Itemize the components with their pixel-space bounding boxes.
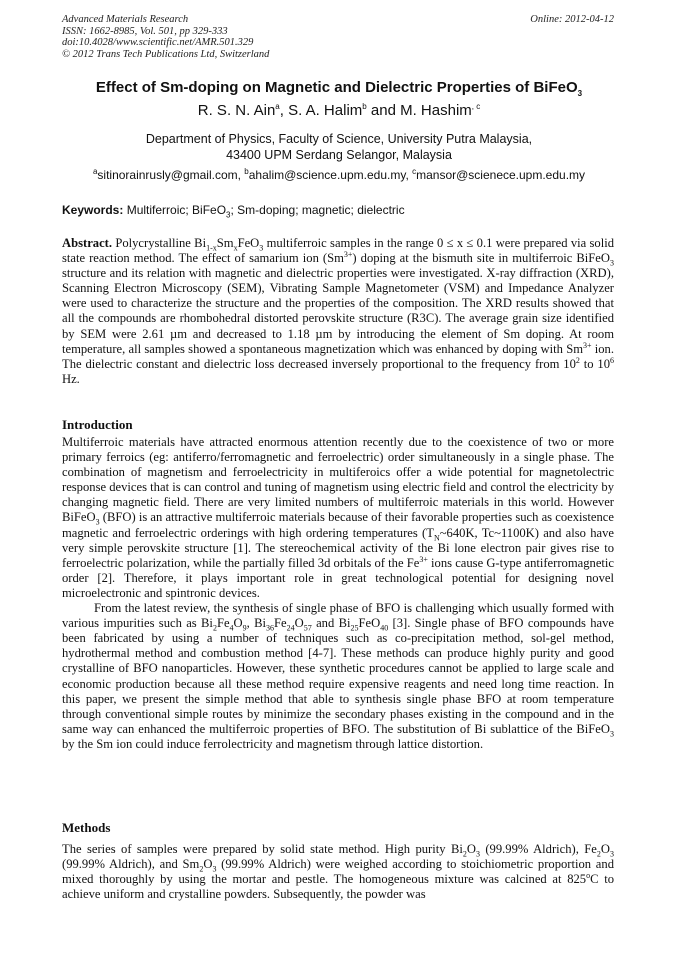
author-2-sup: b	[362, 102, 367, 111]
issn: ISSN: 1662-8985, Vol. 501, pp 329-333	[62, 25, 228, 37]
author-3: and M. Hashim	[366, 102, 472, 119]
methods-sub: 3	[475, 849, 480, 859]
emails	[0, 168, 678, 182]
intro-text: O	[233, 616, 243, 631]
abstract-text: to 10	[579, 356, 611, 371]
abstract-sup: 6	[610, 355, 615, 365]
intro-sub: 9	[242, 623, 247, 633]
intro-paragraph-2	[62, 601, 614, 752]
keywords-text-2: ; Sm-doping; magnetic; dielectric	[230, 203, 405, 217]
abstract-sup: 3+	[583, 340, 592, 350]
methods-sub: 2	[596, 849, 601, 859]
intro-text: [3]. Single phase of BFO compounds have been fabricated by using a number of techniques such as co-precipitation method, sol-gel method, hydrothermal method and combustion method [4-7]. These methods can produce highly purity and good crystalline of BFO nanoparticles. However, these synthetic procedures cannot be applied to large scale and economic production because all these method require expensive reagents and need long time reaction. In this paper, we present the simple method that able to synthesis single phase BFO at room temperature through conventional simple routes by minimize the secondary phases existing in the compound and in the same way can enhanced the multiferroic properties of BFO. The substitution of Bi sublattice of the BiFeO	[62, 616, 615, 736]
methods-text: O	[466, 842, 476, 856]
intro-text: by the Sm ion could induce ferrolectricity and magnetism through lattice distortion.	[62, 736, 484, 751]
email-b: ahalim@science.upm.edu.my,	[248, 168, 413, 182]
intro-sub: 40	[380, 623, 389, 633]
paper-title	[0, 79, 678, 96]
intro-text: FeO	[358, 616, 381, 631]
affiliation-line-2: 43400 UPM Serdang Selangor, Malaysia	[226, 148, 452, 162]
methods-sup: o	[586, 871, 591, 880]
intro-text: ions cause G-type antiferromagnetic order [2]. Therefore, it plays important role in great technological potential for designing novel microelectronic and spintronic devices.	[62, 555, 614, 600]
abstract-text: structure and its relation with magnetic and dielectric properties were investigated. X-ray diffraction (XRD), Scanning Electron Microscopy (SEM), Vibrating Sample Magnetometer (VSM) and Impedance Analyzer were used to characterize the structure and the properties of the composition. The XRD results showed that all the compounds are rhombohedral distorted perovskite structure (R3C). The average grain size identified by SEM were 2.61 µm and decreased to 1.18 µm by introducing the element of Sm doping. At room temperature, all samples showed a spontaneous magnetization which was enhanced by doping with Sm	[62, 266, 614, 356]
online-date: Online: 2012-04-12	[530, 14, 614, 25]
intro-text: Fe	[274, 616, 287, 631]
abstract-text: Sm	[216, 236, 234, 250]
intro-text: (BFO) is an attractive multiferroic materials because of their favorable properties such as coexistence magnetic and ferroelectric orderings with high ordering temperatures (T	[62, 510, 614, 540]
author-3-sup: , c	[471, 102, 481, 111]
abstract-text: ion. The dielectric constant and dielectric loss decreased inversely proportional to the frequency from 10	[62, 341, 615, 371]
title-text: Effect of Sm-doping on Magnetic and Dielectric Properties of BiFeO	[95, 79, 578, 96]
methods-text: C to achieve uniform and crystalline powders. Subsequently, the powder was	[62, 872, 614, 902]
abstract	[62, 236, 614, 387]
methods-sub: 2	[462, 849, 467, 859]
copyright: © 2012 Trans Tech Publications Ltd, Switzerland	[62, 48, 270, 60]
abstract-sup: 3+	[343, 249, 353, 259]
methods-text: (99.99% Aldrich), Fe	[479, 842, 597, 856]
abstract-text: Polycrystalline Bi	[112, 236, 207, 250]
intro-text: , Bi	[246, 616, 267, 631]
email-a-sup: a	[92, 167, 98, 176]
keywords-label: Keywords:	[62, 203, 124, 217]
intro-sup: 3+	[419, 554, 428, 564]
methods-heading: Methods	[62, 820, 111, 835]
methods-sub: 2	[199, 864, 204, 874]
intro-sub: 25	[350, 623, 359, 633]
intro-sub: 3	[95, 517, 100, 527]
affiliation	[0, 131, 678, 163]
keywords-text-1: Multiferroic; BiFeO	[123, 203, 227, 217]
abstract-sup: 2	[575, 355, 580, 365]
abstract-text: multiferroic samples in the range 0 ≤ x ≤ 0.1 were prepared via solid state reaction method. The effect of samarium ion (Sm	[62, 236, 615, 266]
intro-sub: 57	[303, 623, 312, 633]
methods-text: O	[600, 842, 610, 856]
abstract-sub: x	[233, 243, 238, 253]
email-c: mansor@scienece.upm.edu.my	[416, 168, 586, 182]
intro-sub: 24	[286, 623, 295, 633]
intro-paragraph-1	[62, 435, 614, 601]
author-1-sup: a	[275, 102, 280, 111]
author-1: R. S. N. Ain	[197, 102, 276, 119]
journal-name: Advanced Materials Research	[62, 14, 189, 25]
abstract-sub: 3	[610, 258, 614, 268]
intro-text: O	[294, 616, 304, 631]
keywords-sub: 3	[226, 210, 231, 220]
intro-sub: 3	[610, 729, 614, 739]
intro-sub: 36	[266, 623, 275, 633]
intro-text: Multiferroic materials have attracted enormous attention recently due to the coexistence of two or more primary ferroics (eg: antiferro/ferromagnetic and ferroelectric) order simultaneously in a single phase. The combination of magnetism and ferroelectricity in multiferoics offer a wide potential for magnetolectric response devices that is can control and tuning of magnetism using electric field and control the electricity by changing magnetic field. There are very limited numbers of multiferroic materials in this world. However BiFeO	[62, 435, 614, 525]
methods-text: (99.99% Aldrich) were weighed according to stoichiometric proportion and mixed thoroughly by using the mortar and pestle. The homogeneous mixture was calcined at 825	[62, 857, 614, 887]
abstract-text: Hz.	[62, 371, 80, 386]
email-b-sup: b	[244, 167, 249, 176]
author-2: , S. A. Halim	[279, 102, 363, 119]
methods-body	[62, 842, 614, 902]
intro-text: From the latest review, the synthesis of single phase of BFO is challenging which usually formed with various impurities such as Bi	[62, 601, 614, 631]
methods-text: O	[203, 857, 213, 872]
methods-text: The series of samples were prepared by solid state method. High purity Bi	[62, 842, 463, 856]
intro-sub: 2	[212, 623, 217, 633]
doi: doi:10.4028/www.scientific.net/AMR.501.329	[62, 37, 254, 48]
keywords	[62, 203, 405, 220]
intro-text: ~640K, Tc~1100K) and also have very simple perovskite structure [1]. The stereochemical activity of the Bi lone electron pair gives rise to ferroelectric polarization, while the partially filled 3d orbitals of the Fe	[62, 525, 614, 570]
methods-sub: 3	[212, 864, 217, 874]
intro-text: and Bi	[311, 616, 351, 631]
intro-sub: 4	[229, 623, 234, 633]
abstract-text: FeO	[237, 236, 260, 250]
affiliation-line-1: Department of Physics, Faculty of Science, University Putra Malaysia,	[145, 132, 533, 146]
email-c-sup: c	[412, 167, 417, 176]
authors	[0, 102, 678, 119]
journal-header	[62, 14, 269, 60]
abstract-sub: 1-x	[206, 243, 217, 253]
abstract-text: ) doping at the bismuth site in multiferroic BiFeO	[352, 251, 610, 266]
email-a: sitinorainrusly@gmail.com,	[97, 168, 245, 182]
title-sub: 3	[577, 89, 583, 98]
abstract-sub: 3	[259, 243, 264, 253]
introduction-body	[62, 435, 614, 752]
methods-sub: 3	[610, 849, 614, 859]
intro-text: Fe	[216, 616, 230, 631]
introduction-heading: Introduction	[62, 417, 133, 432]
abstract-label: Abstract.	[62, 236, 113, 250]
methods-text: (99.99% Aldrich), and Sm	[62, 857, 200, 872]
intro-sub: N	[433, 533, 440, 543]
